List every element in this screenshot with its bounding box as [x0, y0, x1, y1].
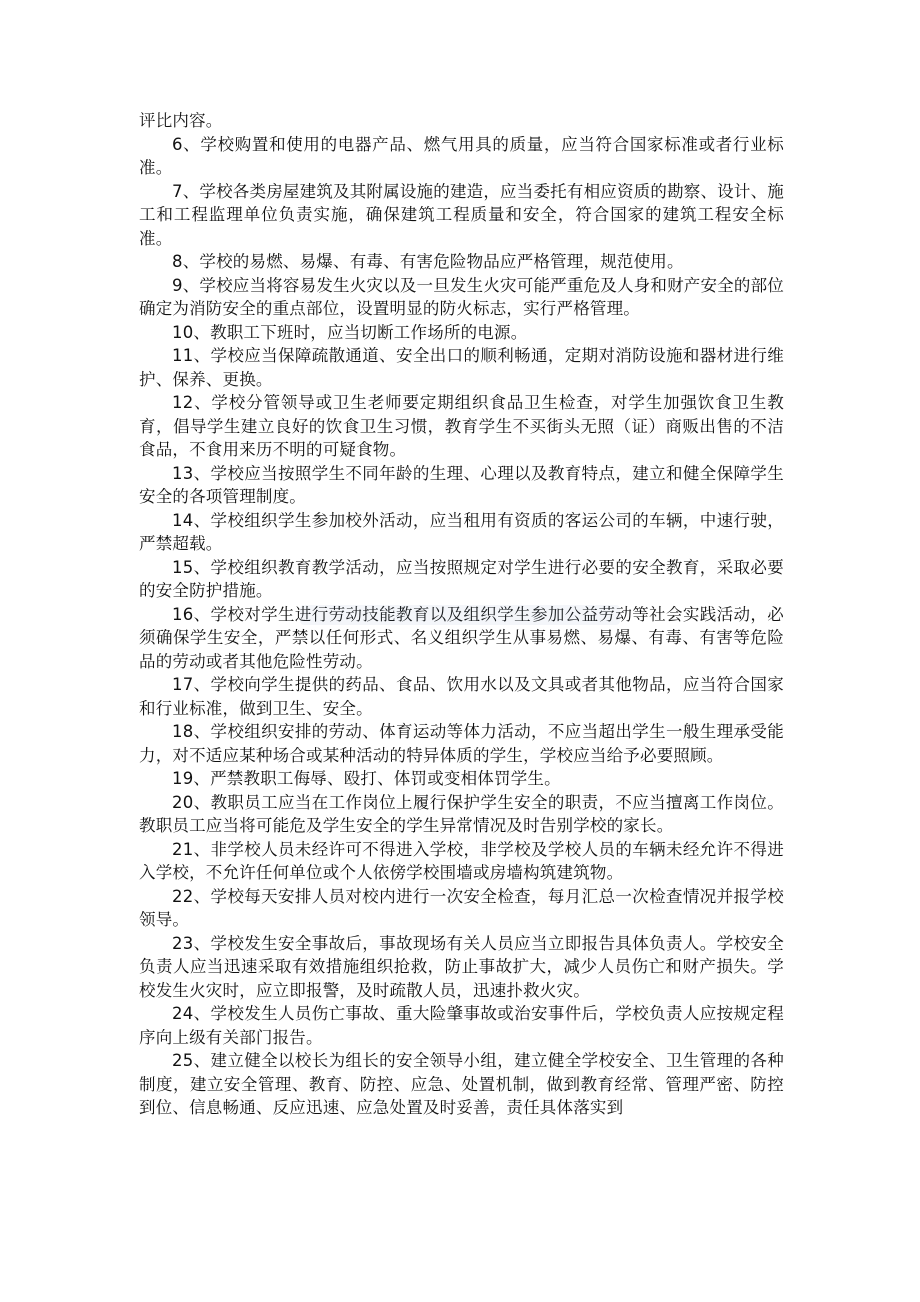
paragraph-item-12: 12、学校分管领导或卫生老师要定期组织食品卫生检查，对学生加强饮食卫生教育，倡导学生建立良好的饮食卫生习惯，教育学生不买街头无照（证）商贩出售的不洁食品，不食用来历不明的可疑食物。 — [139, 393, 784, 459]
paragraph-item-8: 8、学校的易燃、易爆、有毒、有害危险物品应严格管理，规范使用。 — [172, 252, 684, 271]
paragraph-item-7: 7、学校各类房屋建筑及其附属设施的建造，应当委托有相应资质的勘察、设计、施工和工程监理单位负责实施，确保建筑工程质量和安全，符合国家的建筑工程安全标准。 — [139, 181, 784, 248]
paragraph-item-16: 16、学校对学生进行劳动技能教育以及组织学生参加公益劳动等社会实践活动，必须确保学生安全，严禁以任何形式、名义组织学生从事易燃、易爆、有毒、有害等危险品的劳动或者其他危险性劳动。 — [139, 604, 784, 671]
paragraph-item-18: 18、学校组织安排的劳动、体育运动等体力活动，不应当超出学生一般生理承受能力，对不适应某种场合或某种活动的特异体质的学生，学校应当给予必要照顾。 — [139, 722, 784, 765]
document-page — [139, 109, 784, 1120]
paragraph-item-6: 6、学校购置和使用的电器产品、燃气用具的质量，应当符合国家标准或者行业标准。 — [139, 134, 784, 177]
paragraph-item-24: 24、学校发生人员伤亡事故、重大险肇事故或治安事件后，学校负责人应按规定程序向上级有关部门报告。 — [139, 1004, 784, 1047]
paragraph-item-17: 17、学校向学生提供的药品、食品、饮用水以及文具或者其他物品，应当符合国家和行业标准，做到卫生、安全。 — [139, 675, 784, 718]
paragraph-item-25: 25、建立健全以校长为组长的安全领导小组，建立健全学校安全、卫生管理的各种制度，建立安全管理、教育、防控、应急、处置机制，做到教育经常、管理严密、防控到位、信息畅通、反应迅速、应急处置及时妥善，责任具体落实到 — [139, 1051, 784, 1117]
paragraph-item-14: 14、学校组织学生参加校外活动，应当租用有资质的客运公司的车辆，中速行驶，严禁超载。 — [139, 510, 784, 553]
paragraph-continuation: 评比内容。 — [139, 111, 223, 130]
paragraph-item-23: 23、学校发生安全事故后，事故现场有关人员应当立即报告具体负责人。学校安全负责人应当迅速采取有效措施组织抢救，防止事故扩大，减少人员伤亡和财产损失。学校发生火灾时，应立即报警，及时疏散人员，迅速扑救火灾。 — [139, 933, 784, 1000]
paragraph-item-13: 13、学校应当按照学生不同年龄的生理、心理以及教育特点，建立和健全保障学生安全的各项管理制度。 — [139, 463, 784, 506]
paragraph-item-22: 22、学校每天安排人员对校内进行一次安全检查，每月汇总一次检查情况并报学校领导。 — [139, 886, 784, 929]
paragraph-item-19: 19、严禁教职工侮辱、殴打、体罚或变相体罚学生。 — [172, 769, 561, 788]
paragraph-item-15: 15、学校组织教育教学活动，应当按照规定对学生进行必要的安全教育，采取必要的安全防护措施。 — [139, 557, 784, 600]
paragraph-item-10: 10、教职工下班时，应当切断工作场所的电源。 — [172, 322, 528, 342]
paragraph-item-21: 21、非学校人员未经许可不得进入学校，非学校及学校人员的车辆未经允许不得进入学校，不允许任何单位或个人依傍学校围墙或房墙构筑建筑物。 — [139, 839, 784, 882]
paragraph-item-9: 9、学校应当将容易发生火灾以及一旦发生火灾可能严重危及人身和财产安全的部位确定为消防安全的重点部位，设置明显的防火标志，实行严格管理。 — [139, 275, 784, 318]
paragraph-item-20: 20、教职员工应当在工作岗位上履行保护学生安全的职责，不应当擅离工作岗位。教职员工应当将可能危及学生安全的学生异常情况及时告别学校的家长。 — [139, 792, 784, 835]
paragraph-item-11: 11、学校应当保障疏散通道、安全出口的顺利畅通，定期对消防设施和器材进行维护、保养、更换。 — [139, 346, 784, 389]
